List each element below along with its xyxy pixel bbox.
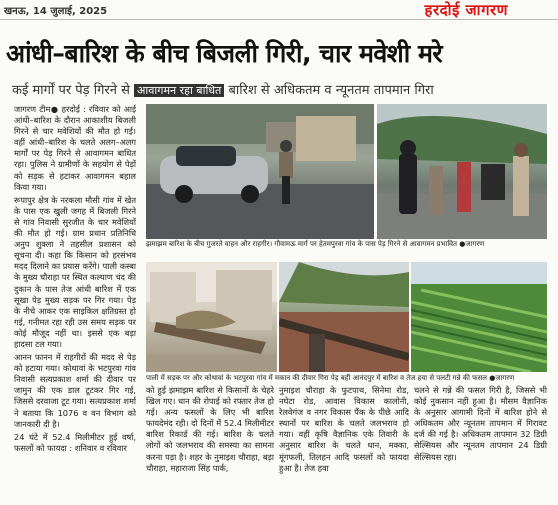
photo-flattened-sugarcane xyxy=(411,262,547,372)
article-column-2 xyxy=(146,385,274,502)
photo-people-fallen-tree xyxy=(377,104,547,239)
dateline: खनऊ, 14 जुलाई, 2025 xyxy=(4,5,108,17)
photo-rain-street xyxy=(146,104,374,239)
subheadline xyxy=(0,82,558,100)
article-paragraph: रूपापुर क्षेत्र के नरकला मौसी गांव में खेत के पास एक खुली जगह में बिजली गिरने से गांव निवासी सुरजीत के चार मवेशियों की मौत हो गई। ग्राम प्रधान प्रतिनिधि अनुप शुक्ला ने तहसील प्रशासन को सूचना दी। कहा कि किसान को हरसंभव मदद दिलाने का प्रयास करेंगे। पाली कस्बा के मुख्य चौराहा पर स्थित कल्याण चंद की दुकान के पास तेज आंधी बारिश में एक सूखा पेड़ मुख्य सड़क पर गिर गया। पेड़ के नीचे आकर एक साइकिल क्षतिग्रस्त हो गई, गनीमत रहा रही उस समय सड़क पर कोई मौजूद नहीं था। इससे एक बड़ा हादसा टल गया। xyxy=(14,194,136,349)
article-paragraph: आनन फानन में राहगीरों की मदद से पेड़ को हटाया गया। कोथावां के भटपुरवा गांव निवासी सत्यप्रकाश शर्मा की दीवार पर जामुन की एक डाल टूटकर गिर गई, जिससे दरवाजा टूट गया। सत्यप्रकाश शर्मा ने बताया कि 1076 व वन विभाग को जानकारी दी है। xyxy=(14,352,136,429)
headline: आंधी–बारिश के बीच बिजली गिरी, चार मवेशी मरे xyxy=(6,39,443,68)
article-paragraph: जागरण टीम● हरदोई : रविवार को आई आंधी–बारिश के दौरान आकाशीय बिजली गिरने से चार मवेशियों की मौत हो गई। वहीं आंधी–बारिश के चलते अलग–अलग मार्गों पर पेड़ गिरने से आवागमन बाधित रहा। पुलिस ने ग्रामीणों के सहयोग से पेड़ों को सड़क से हटाकर आवागमन बहाल किया गया। xyxy=(14,104,136,192)
article-column-3 xyxy=(279,385,409,502)
photo-fallen-tree-market xyxy=(146,262,277,372)
masthead: हरदोई जागरण xyxy=(424,0,508,19)
article-column-4 xyxy=(414,385,547,502)
subhead-highlight: आवागमन रहा बाधित xyxy=(134,84,224,97)
article-paragraph: चलने से गन्ने की फसल गिरी है, जिससे भी कोई नुकसान नहीं हुआ है। मौसम वैज्ञानिक के अनुसार आगामी दिनों में बारिश होने से अधिकतम और न्यूनतम तापमान में गिरावट दर्ज की गई है। अधिकतम तापमान 32 डिग्री सेल्सियस और न्यूनतम तापमान 24 डिग्री सेल्सियस रहा। xyxy=(414,385,547,462)
top-bar xyxy=(0,0,558,20)
article-paragraph: नुमाइश चौराहा के फुटपाथ, सिनेमा रोड, नघेटा रोड, आवास विकास कालोनी, रेलवेगंज व नगर विकास पैंक के पीछे आदि स्थानों पर बारिश के चलते जलभराव हो गया। वहीं कृषि वैज्ञानिक एके तिवारी के अनुसार बारिश के चलते धान, मक्का, मूंगफली, तिलहन आदि फसलों को फायदा हुआ है। तेज हवा xyxy=(279,385,409,473)
photo-caption-top: झमाझम बारिश के बीच गुजरते वाहन और राहगीर। गौवामऊ मार्ग पर हेतमपुरवा गांव के पास पेड़ गिरने से आवागमन प्रभावित ●जागरण xyxy=(146,240,485,248)
photo-caption-bottom: पाली में सड़क पर और कोथावां के भटपुरवा गांव में मकान की दीवार गिरा पेड़ बहीं आनंदपुर में बारिश व तेज हवा से पलटी गन्ने की फसल ●जागरण xyxy=(146,374,515,382)
article-paragraph: को हुई झमाझम बारिश से किसानों के चेहरे खिल गए। धान की रोपाई को रफ्तार तेज हो गई। अन्य फसलों के लिए भी बारिश फायदेमंद रही। दो दिनों में 52.4 मिलीमीटर बारिश रिकार्ड की गई। बारिश के चलते लोगों को जलभराव की समस्या का सामना करना पड़ा है। शहर के नुमाइश चौराहा, बड़ा चौराहा, महाराजा सिंह पार्क, xyxy=(146,385,274,473)
article-column-1 xyxy=(14,104,136,502)
subhead-prefix: कई मार्गों पर पेड़ गिरने से xyxy=(12,83,130,98)
article-paragraph: 24 घंटे में 52.4 मिलीमीटर हुई वर्षा, फसलों को फायदा : शनिवार व रविवार xyxy=(14,431,136,453)
photo-fallen-tree-wall xyxy=(279,262,409,372)
subhead-suffix: बारिश से अधिकतम व न्यूनतम तापमान गिरा xyxy=(228,83,434,98)
